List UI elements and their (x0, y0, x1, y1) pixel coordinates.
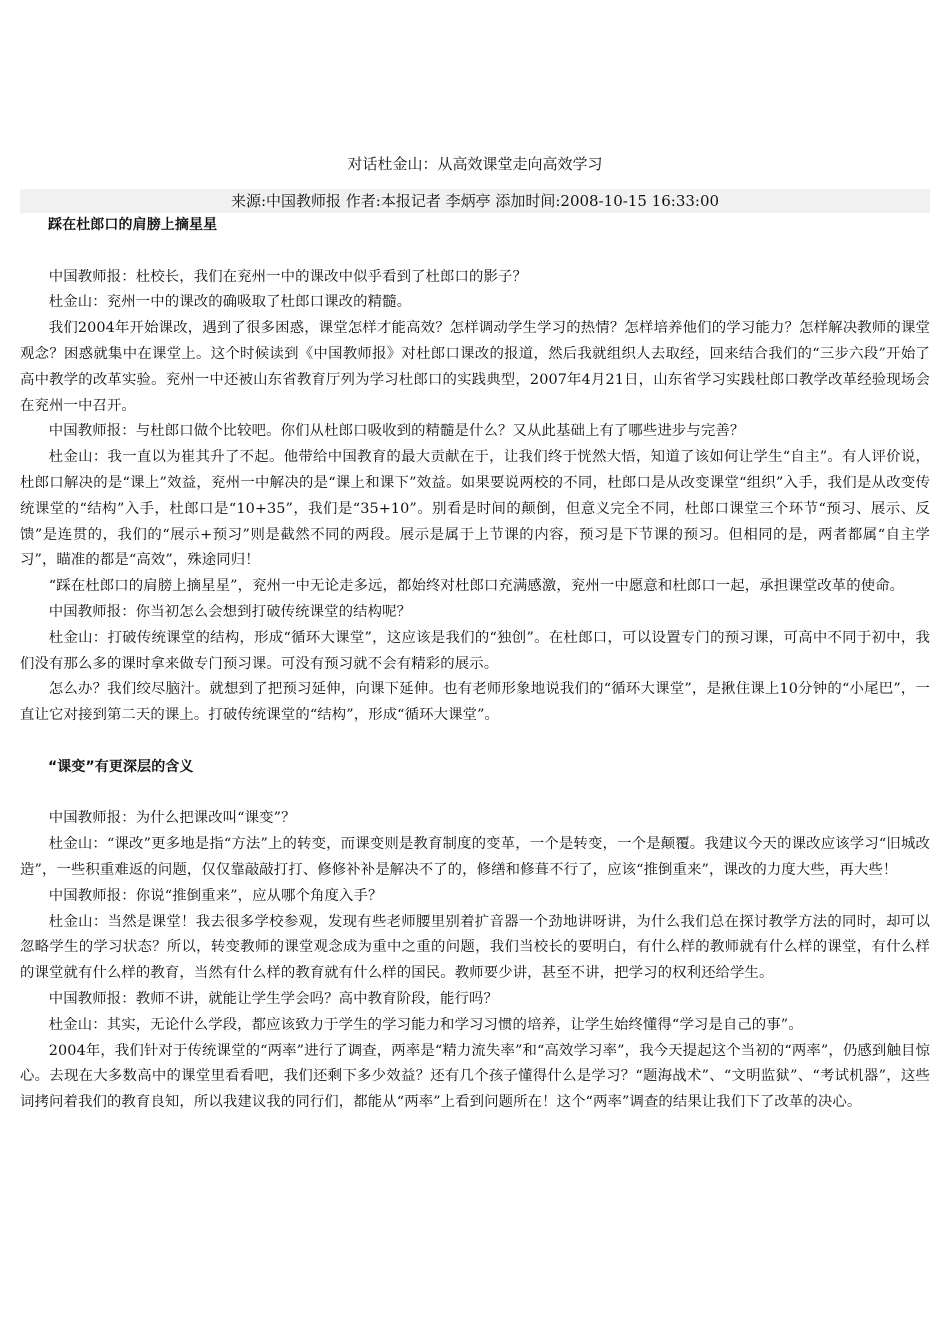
paragraph: 中国教师报：与杜郎口做个比较吧。你们从杜郎口吸收到的精髓是什么？又从此基础上有了哪些进步与完善？ (48, 423, 745, 440)
paragraph: 杜金山：兖州一中的课改的确吸取了杜郎口课改的精髓。 (48, 294, 412, 311)
paragraph: 中国教师报：杜校长，我们在兖州一中的课改中似乎看到了杜郎口的影子？ (48, 268, 527, 285)
paragraph: 杜金山：我一直以为崔其升了不起。他带给中国教育的最大贡献在于，让我们终于恍然大悟，知道了该如何让学生“自主”。有人评价说，杜郎口解决的是“课上”效益，兖州一中解决的是“课上和课下”效益。如果要说两校的不同，杜郎口是从改变课堂“组织”入手，我们是从改变传统课堂的“结构”入手，杜郎口是“10+35”，我们是“35+10”。别看是时间的颠倒，但意义完全不同，杜郎口课堂三个环节“预习、展示、反馈”是连贯的，我们的“展示+预习”则是截然不同的两段。展示是属于上节课的内容，预习是下节课的预习。但相同的是，两者都属“自主学习”，瞄准的都是“高效”，殊途同归！ (20, 449, 930, 569)
paragraph: “踩在杜郎口的肩膀上摘星星”，兖州一中无论走多远，都始终对杜郎口充满感激，兖州一中愿意和杜郎口一起，承担课堂改革的使命。 (48, 578, 905, 595)
spacer (20, 239, 930, 265)
article-meta: 来源:中国教师报 作者:本报记者 李炳亭 添加时间:2008-10-15 16:33:00 (20, 189, 930, 213)
paragraph: 怎么办？我们绞尽脑汁。就想到了把预习延伸，向课下延伸。也有老师形象地说我们的“循环大课堂”，是揪住课上10分钟的“小尾巴”，一直让它对接到第二天的课上。打破传统课堂的“结构”，形成“循环大课堂”。 (20, 681, 930, 724)
section-heading: “课变”有更深层的含义 (48, 758, 194, 775)
paragraph: 杜金山：“课改”更多地是指“方法”上的转变，而课变则是教育制度的变革，一个是转变，一个是颠覆。我建议今天的课改应该学习“旧城改造”，一些积重难返的问题，仅仅靠敲敲打打、修修补补是解决不了的，修缮和修葺不行了，应该“推倒重来”，课改的力度大些，再大些！ (20, 836, 930, 878)
paragraph: 2004年，我们针对于传统课堂的“两率”进行了调查，两率是“精力流失率”和“高效学习率”，我今天提起这个当初的“两率”，仍感到触目惊心。去现在大多数高中的课堂里看看吧，我们还剩下多少效益？还有几个孩子懂得什么是学习？“题海战术”、“文明监狱”、“考试机器”，这些词拷问着我们的教育良知，所以我建议我的同行们，都能从“两率”上看到问题所在！这个“两率”调查的结果让我们下了改革的决心。 (20, 1042, 930, 1111)
article-title: 对话杜金山：从高效课堂走向高效学习 (347, 155, 603, 173)
paragraph: 中国教师报：你当初怎么会想到打破传统课堂的结构呢？ (48, 603, 412, 620)
article-body (20, 213, 930, 1116)
spacer (20, 781, 930, 807)
paragraph: 杜金山：当然是课堂！我去很多学校参观，发现有些老师腰里别着扩音器一个劲地讲呀讲，为什么我们总在探讨教学方法的同时，却可以忽略学生的学习状态？所以，转变教师的课堂观念成为重中之重的问题，我们当校长的要明白，有什么样的教师就有什么样的课堂，有什么样的课堂就有什么样的教育，当然有什么样的教育就有什么样的国民。教师要少讲，甚至不讲，把学习的权利还给学生。 (20, 913, 930, 982)
section-heading: 踩在杜郎口的肩膀上摘星星 (48, 217, 218, 233)
paragraph: 杜金山：其实，无论什么学段，都应该致力于学生的学习能力和学习习惯的培养，让学生始终懂得“学习是自己的事”。 (48, 1016, 803, 1033)
paragraph: 我们2004年开始课改，遇到了很多困惑，课堂怎样才能高效？怎样调动学生学习的热情？怎样培养他们的学习能力？怎样解决教师的课堂观念？困惑就集中在课堂上。这个时候读到《中国教师报》对杜郎口课改的报道，然后我就组织人去取经，回来结合我们的“三步六段”开始了高中教学的改革实验。兖州一中还被山东省教育厅列为学习杜郎口的实践典型，2007年4月21日，山东省学习实践杜郎口教学改革经验现场会在兖州一中召开。 (20, 320, 930, 414)
paragraph: 中国教师报：你说“推倒重来”，应从哪个角度入手？ (48, 887, 383, 904)
paragraph: 中国教师报：教师不讲，就能让学生学会吗？高中教育阶段，能行吗？ (48, 990, 499, 1007)
paragraph: 中国教师报：为什么把课改叫“课变”？ (48, 810, 296, 827)
paragraph: 杜金山：打破传统课堂的结构，形成“循环大课堂”，这应该是我们的“独创”。在杜郎口，可以设置专门的预习课，可高中不同于初中，我们没有那么多的课时拿来做专门预习课。可没有预习就不会有精彩的展示。 (20, 629, 930, 672)
spacer (20, 729, 930, 755)
